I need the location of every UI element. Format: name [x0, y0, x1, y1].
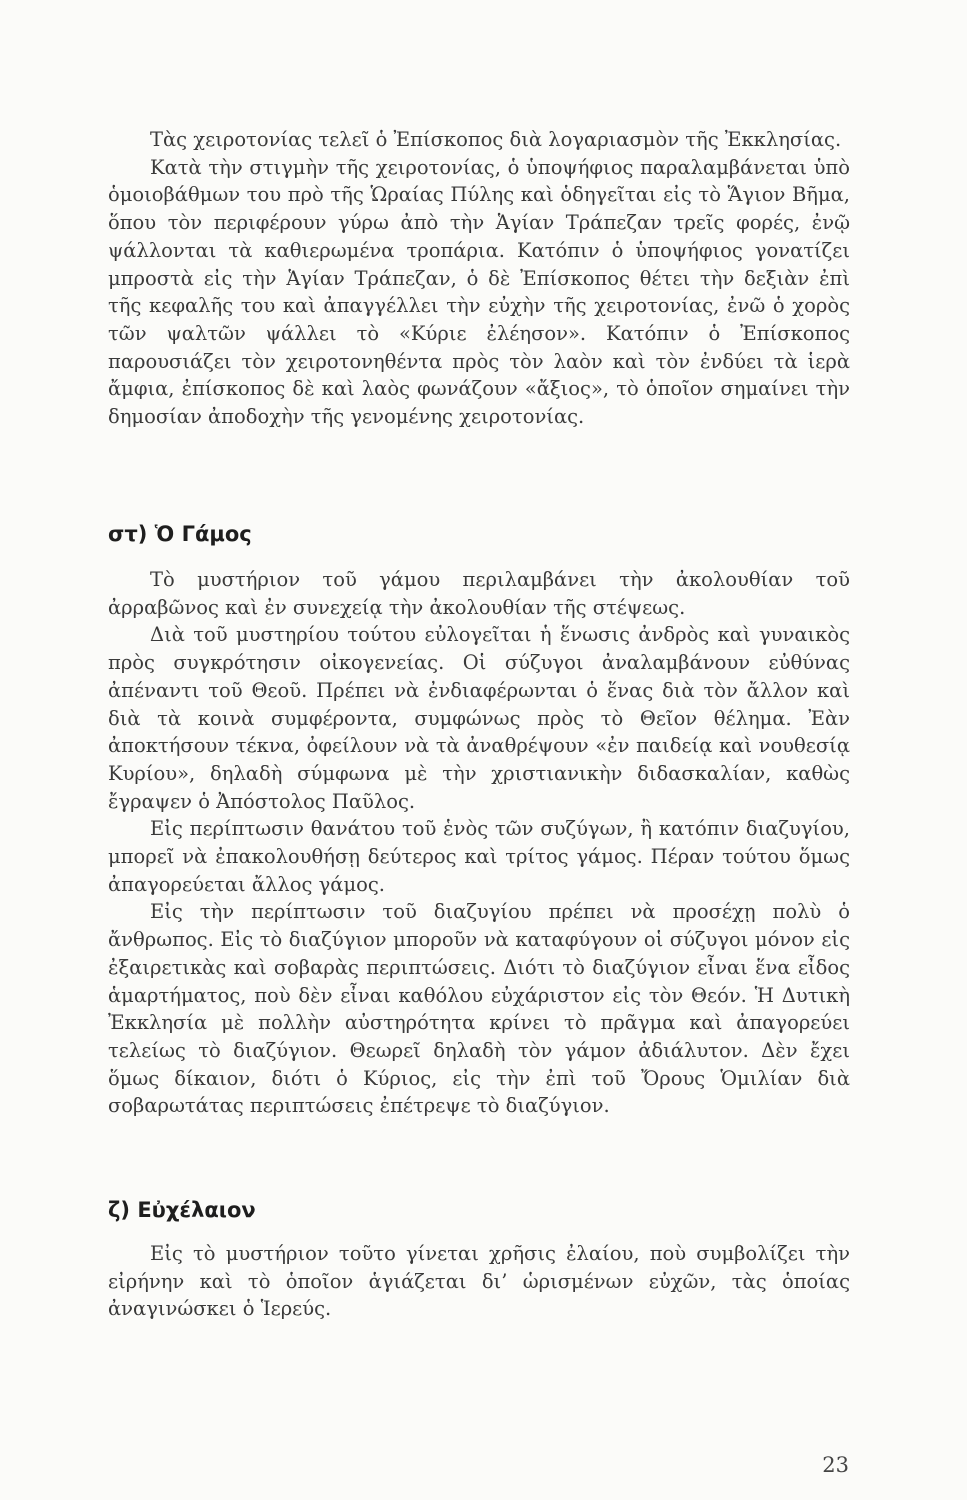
unction-text [108, 1240, 850, 1323]
section-heading-marriage: στ) Ὁ Γάμος [108, 522, 252, 546]
paragraph: Τὸ μυστήριον τοῦ γάμου περιλαμβάνει τὴν ἀκολουθίαν τοῦ ἀρραβῶνος καὶ ἐν συνεχείᾳ τὴν ἀκολουθίαν τῆς στέψεως. [108, 568, 850, 619]
marriage-text [108, 566, 850, 1120]
section-heading-unction: ζ) Εὐχέλαιον [108, 1198, 256, 1222]
paragraph: Κατὰ τὴν στιγμὴν τῆς χειροτονίας, ὁ ὑποψήφιος παραλαμβάνεται ὑπὸ ὁμοιοβάθμων του πρὸ τῆς Ὡραίας Πύλης καὶ ὁδηγεῖται εἰς τὸ Ἅγιον Βῆμα, ὅπου τὸν περιφέρουν γύρω ἀπὸ τὴν Ἁγίαν Τράπεζαν τρεῖς φορές, ἐνῷ ψάλλονται τὰ καθιερωμένα τροπάρια. Κατόπιν ὁ ὑποψήφιος γονατίζει μπροστὰ εἰς τὴν Ἁγίαν Τράπεζαν, ὁ δὲ Ἐπίσκοπος θέτει τὴν δεξιὰν ἐπὶ τῆς κεφαλῆς του καὶ ἀπαγγέλλει τὴν εὐχὴν τῆς χειροτονίας, ἐνῶ ὁ χορὸς τῶν ψαλτῶν ψάλλει τὸ «Κύριε ἐλέησον». Κατόπιν ὁ Ἐπίσκοπος παρουσιάζει τὸν χειροτονηθέντα πρὸς τὸν λαὸν καὶ τὸν ἐνδύει τὰ ἱερὰ ἄμφια, ἐπίσκοπος δὲ καὶ λαὸς φωνάζουν «ἄξιος», τὸ ὁποῖον σημαίνει τὴν δημοσίαν ἀποδοχὴν τῆς γενομένης χειροτονίας. [108, 155, 850, 429]
page-number: 23 [822, 1453, 849, 1477]
paragraph: Εἰς τὸ μυστήριον τοῦτο γίνεται χρῆσις ἐλαίου, ποὺ συμβολίζει τὴν εἰρήνην καὶ τὸ ὁποῖον ἁγιάζεται δι’ ὡρισμένων εὐχῶν, τὰς ὁποίας ἀναγινώσκει ὁ Ἱερεύς. [108, 1242, 850, 1321]
paragraph: Διὰ τοῦ μυστηρίου τούτου εὐλογεῖται ἡ ἕνωσις ἀνδρὸς καὶ γυναικὸς πρὸς συγκρότησιν οἰκογενείας. Οἱ σύζυγοι ἀναλαμβάνουν εὐθύνας ἀπέναντι τοῦ Θεοῦ. Πρέπει νὰ ἐνδιαφέρωνται ὁ ἕνας διὰ τὸν ἄλλον καὶ διὰ τὰ κοινὰ συμφέροντα, συμφώνως πρὸς τὸ Θεῖον θέλημα. Ἐὰν ἀποκτήσουν τέκνα, ὀφείλουν νὰ τὰ ἀναθρέψουν «ἐν παιδείᾳ καὶ νουθεσίᾳ Κυρίου», δηλαδὴ σύμφωνα μὲ τὴν χριστιανικὴν διδασκαλίαν, καθὼς ἔγραψεν ὁ Ἀπόστολος Παῦλος. [108, 623, 850, 813]
paragraph: Τὰς χειροτονίας τελεῖ ὁ Ἐπίσκοπος διὰ λογαριασμὸν τῆς Ἐκκλησίας. [150, 128, 842, 151]
paragraph: Εἰς περίπτωσιν θανάτου τοῦ ἑνὸς τῶν συζύγων, ἢ κατόπιν διαζυγίου, μπορεῖ νὰ ἐπακολουθήσῃ δεύτερος καὶ τρίτος γάμος. Πέραν τούτου ὅμως ἀπαγορεύεται ἄλλος γάμος. [108, 817, 850, 896]
intro-text [108, 126, 850, 431]
paragraph: Εἰς τὴν περίπτωσιν τοῦ διαζυγίου πρέπει νὰ προσέχῃ πολὺ ὁ ἄνθρωπος. Εἰς τὸ διαζύγιον μποροῦν νὰ καταφύγουν οἱ σύζυγοι μόνον εἰς ἐξαιρετικὰς καὶ σοβαρὰς περιπτώσεις. Διότι τὸ διαζύγιον εἶναι ἕνα εἶδος ἁμαρτήματος, ποὺ δὲν εἶναι καθόλου εὐχάριστον εἰς τὸν Θεόν. Ἡ Δυτικὴ Ἐκκλησία μὲ πολλὴν αὐστηρότητα κρίνει τὸ πρᾶγμα καὶ ἀπαγορεύει τελείως τὸ διαζύγιον. Θεωρεῖ δηλαδὴ τὸν γάμον ἀδιάλυτον. Δὲν ἔχει ὅμως δίκαιον, διότι ὁ Κύριος, εἰς τὴν ἐπὶ τοῦ Ὄρους Ὁμιλίαν διὰ σοβαρωτάτας περιπτώσεις ἐπέτρεψε τὸ διαζύγιον. [108, 900, 850, 1118]
